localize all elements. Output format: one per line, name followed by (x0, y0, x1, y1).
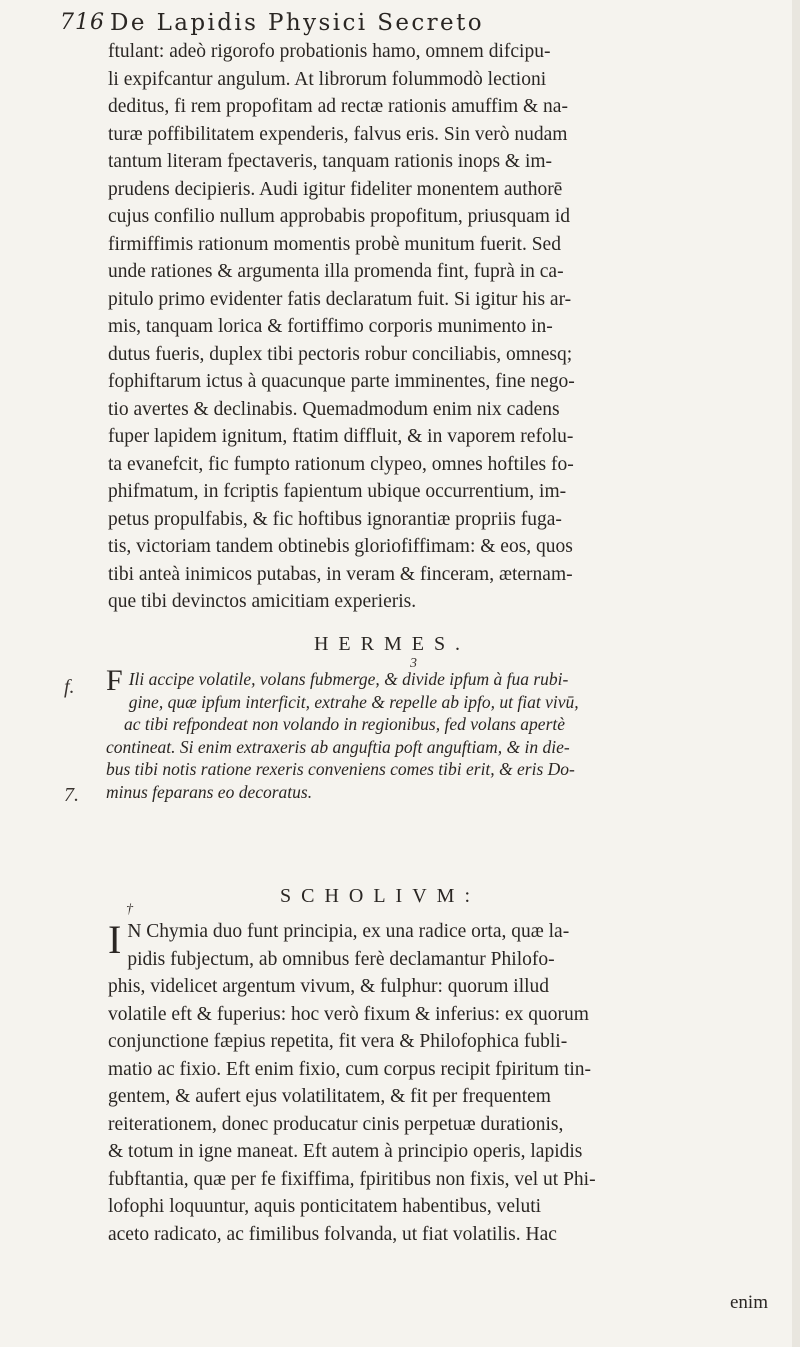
text-line: tantum literam fpectaveris, tanquam rationis inops & im- (108, 151, 553, 172)
text-line: tibi anteà inimicos putabas, in veram & finceram, æternam- (108, 563, 573, 585)
text-line: unde rationes & argumenta illa promenda fint, fuprà in ca- (108, 261, 564, 282)
text-line: fophiftarum ictus à quacunque parte imminentes, fine nego- (108, 371, 575, 392)
text-line: volatile eft & fuperius: hoc verò fixum & inferius: ex quorum (108, 1003, 589, 1025)
text-line: petus propulfabis, & fic hoftibus ignorantiæ propriis fuga- (108, 508, 562, 530)
text-line: phis, videlicet argentum vivum, & fulphur: quorum illud (108, 976, 550, 997)
quote-line: Ili accipe volatile, volans fubmerge, & divide ipfum à fua rubi- (128, 669, 569, 689)
text-line: conjunctione fæpius repetita, fit vera & Philofophica fubli- (108, 1031, 568, 1052)
text-line: & totum in igne maneat. Eft autem à principio operis, lapidis (108, 1141, 583, 1162)
text-line: firmiffimis rationum momentis probè munitum fuerit. Sed (108, 233, 561, 255)
text-line: matio ac fixio. Eft enim fixio, cum corpus recipit fpiritum tin- (108, 1058, 592, 1080)
text-line: dutus fueris, duplex tibi pectoris robur conciliabis, omnesq; (108, 343, 573, 365)
heading-hermes: HERMES. (313, 633, 471, 655)
drop-cap-f: F (106, 664, 123, 697)
text-line: tio avertes & declinabis. Quemadmodum enim nix cadens (108, 398, 560, 420)
heading-scholium: SCHOLIVM: (279, 885, 480, 907)
page-header (60, 10, 760, 40)
text-line: li expifcantur angulum. At librorum folummodò lectioni (108, 68, 547, 90)
text-line: pidis fubjectum, ab omnibus ferè declamantur Philofo- (127, 948, 555, 970)
text-line: prudens decipieris. Audi igitur fideliter monentem authorē (108, 178, 563, 200)
quote-line: minus feparans eo decoratus. (106, 781, 313, 802)
drop-cap-i: I (108, 917, 122, 962)
text-line: gentem, & aufert ejus volatilitatem, & fit per frequentem (108, 1086, 551, 1107)
text-line: turæ poffibilitatem expenderis, falvus eris. Sin verò nudam (108, 123, 568, 145)
paragraph-1 (108, 38, 768, 616)
text-line: tis, victoriam tandem obtinebis gloriofiffimam: & eos, quos (108, 536, 573, 557)
quote-line: ac tibi refpondeat non volando in regionibus, fed volans apertè (124, 714, 566, 734)
quote-line: bus tibi notis ratione rexeris conveniens comes tibi erit, & eris Do- (106, 759, 575, 779)
margin-note-f: f. (64, 676, 75, 698)
page-edge-shadow (792, 0, 800, 1347)
quote-line: contineat. Si enim extraxeris ab anguftia poft anguftiam, & in die- (106, 736, 570, 757)
text-line: N Chymia duo funt principia, ex una radice orta, quæ la- (127, 921, 570, 942)
margin-note-3: 3 (410, 656, 417, 671)
page-number: 716 (60, 10, 105, 35)
margin-note-cross: † (126, 902, 133, 917)
text-line: phifmatum, in fcriptis fapientum ubique occurrentium, im- (108, 481, 567, 502)
margin-note-7: 7. (64, 784, 79, 806)
text-line: lofophi loquuntur, aquis ponticitatem habentibus, veluti (108, 1196, 542, 1217)
text-line: ta evanefcit, fic fumpto rationum clypeo, omnes hoftiles fo- (108, 453, 574, 475)
text-line: fuper lapidem ignitum, ftatim diffluit, & in vaporem refolu- (108, 426, 574, 447)
text-line: mis, tanquam lorica & fortiffimo corporis munimento in- (108, 316, 553, 337)
text-line: pitulo primo evidenter fatis declaratum fuit. Si igitur his ar- (108, 288, 572, 310)
catchword: enim (730, 1292, 768, 1313)
text-line: deditus, fi rem propofitam ad rectæ rationis amuffim & na- (108, 96, 568, 117)
text-line: cujus confilio nullum approbabis propofitum, priusquam id (108, 206, 570, 227)
text-line: aceto radicato, ac fimilibus folvanda, ut fiat volatilis. Hac (108, 1223, 557, 1245)
running-head: De Lapidis Physici Secreto (110, 10, 484, 36)
hermes-quotation (106, 664, 776, 803)
text-line: reiterationem, donec producatur cinis perpetuæ durationis, (108, 1113, 564, 1135)
quote-line: gine, quæ ipfum interficit, extrahe & repelle ab ipfo, ut fiat vivū, (128, 691, 579, 712)
text-line: que tibi devinctos amicitiam experieris. (108, 591, 417, 612)
text-line: fubftantia, quæ per fe fixiffima, fpiritibus non fixis, vel ut Phi- (108, 1168, 596, 1190)
text-line: ftulant: adeò rigorofo probationis hamo, omnem difcipu- (108, 41, 551, 62)
paragraph-2 (108, 918, 768, 1248)
